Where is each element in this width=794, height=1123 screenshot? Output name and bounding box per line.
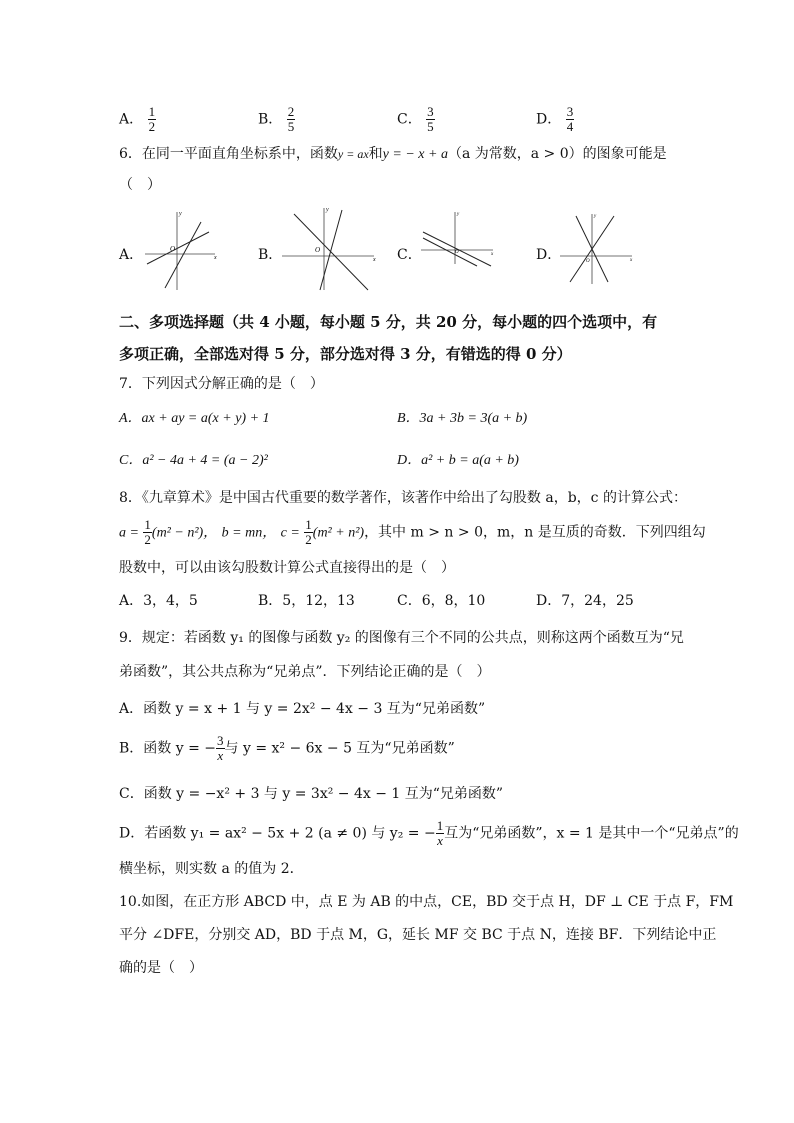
q9-option-c[interactable]: C．函数 y = −x² + 3 与 y = 3x² − 4x − 1 互为“兄弟函数” [119, 786, 504, 802]
x-label: x [491, 252, 494, 257]
q8-option-a[interactable]: A．3，4，5 [119, 593, 198, 609]
q6-answer-paren: （ ） [119, 177, 161, 193]
q6-stem: 6．在同一平面直角坐标系中，函数y = ax和y = − x + a（a 为常数，a > 0）的图象可能是 [119, 146, 667, 162]
q5-option-a[interactable]: A． $\frac{1}{2}$ [119, 104, 156, 134]
q9-option-b[interactable]: B．函数 y = − $\frac{3}{x}$ 与 y = x² − 6x − 5 互为“兄弟函数” [119, 733, 455, 763]
section-2-heading-line1: 二、多项选择题（共 4 小题，每小题 5 分，共 20 分，每小题的四个选项中，有 [119, 313, 658, 331]
q6-graph-c[interactable] [419, 208, 495, 268]
q8-line1: 8．《九章算术》是中国古代重要的数学著作，该著作中给出了勾股数 a，b，c 的计算公式： [119, 490, 687, 506]
y-label: y [326, 207, 329, 213]
q5-option-d-fraction: $\frac{3}{4}$ [566, 104, 574, 134]
q7-option-a[interactable]: A．ax + ay = a(x + y) + 1 [119, 411, 270, 426]
q7-option-b[interactable]: B．3a + 3b = 3(a + b) [397, 411, 528, 426]
line-ax [165, 222, 201, 288]
origin-label: O [315, 246, 321, 254]
q6-graph-a[interactable] [143, 206, 219, 292]
y-label: y [594, 214, 597, 219]
x-label: x [630, 258, 633, 263]
q9-b-fraction: $\frac{3}{x}$ [217, 733, 224, 763]
q7-stem: 7．下列因式分解正确的是（ ） [119, 376, 324, 392]
q9-option-d[interactable]: D．若函数 y₁ = ax² − 5x + 2 (a ≠ 0) 与 y₂ = − $\frac{1}{x}$ 互为“兄弟函数”，x = 1 是其中一个“兄弟点”的 [119, 818, 739, 848]
line-neg-x-plus-a [423, 238, 477, 266]
q6-graph-d[interactable] [558, 210, 634, 286]
q5-option-b[interactable]: B． $\frac{2}{5}$ [258, 104, 295, 134]
line-neg-x-plus-a [294, 214, 368, 290]
origin-label: O [586, 259, 590, 264]
q7-option-c[interactable]: C．a² − 4a + 4 = (a − 2)² [119, 453, 268, 468]
q8-option-b[interactable]: B．5，12，13 [258, 593, 355, 609]
q7-option-d[interactable]: D．a² + b = a(a + b) [397, 453, 519, 468]
q9-d-fraction: $\frac{1}{x}$ [436, 818, 444, 848]
q8-half-fraction-c: $\frac{1}{2}$ [305, 517, 312, 547]
line-neg-x-plus-a [147, 232, 209, 264]
q6-option-b-label[interactable]: B． [258, 247, 283, 263]
q6-graph-b[interactable] [280, 204, 378, 292]
q5-option-d[interactable]: D． $\frac{3}{4}$ [536, 104, 574, 134]
q6-option-a-label[interactable]: A． [119, 247, 144, 263]
q9-option-d-line2: 横坐标，则实数 a 的值为 2． [119, 861, 304, 877]
q6-option-d-label[interactable]: D． [536, 247, 562, 263]
q10-line3: 确的是（ ） [119, 960, 203, 976]
q9-line2: 弟函数”，其公共点称为“兄弟点”．下列结论正确的是（ ） [119, 664, 491, 680]
q8-line2: a = $\frac{1}{2}$ (m² − n²)， b = mn， c = $\frac{1}{2}$ (m² + n²)，其中 m > n > 0，m，n 是互质的奇数．下列四组勾 [119, 517, 706, 547]
line-ax [423, 232, 491, 266]
q9-line1: 9．规定：若函数 y₁ 的图像与函数 y₂ 的图像有三个不同的公共点，则称这两个函数互为“兄 [119, 630, 684, 646]
origin-label: O [455, 250, 459, 255]
x-label: x [373, 257, 376, 263]
q5-option-b-fraction: $\frac{2}{5}$ [287, 104, 295, 134]
x-label: x [214, 255, 217, 261]
y-label: y [179, 211, 182, 217]
q8-option-d[interactable]: D．7，24，25 [536, 593, 634, 609]
q10-line2: 平分 ∠DFE，分别交 AD，BD 于点 M，G，延长 MF 交 BC 于点 N，连接 BF．下列结论中正 [119, 927, 717, 943]
q9-option-a[interactable]: A．函数 y = x + 1 与 y = 2x² − 4x − 3 互为“兄弟函数” [119, 701, 486, 717]
q8-line3: 股数中，可以由该勾股数计算公式直接得出的是（ ） [119, 560, 455, 576]
section-2-heading-line2: 多项正确，全部选对得 5 分，部分选对得 3 分，有错选的得 0 分） [119, 345, 572, 363]
q8-half-fraction-a: $\frac{1}{2}$ [144, 517, 151, 547]
q5-option-a-fraction: $\frac{1}{2}$ [148, 104, 156, 134]
line-ax [320, 210, 342, 290]
y-label: y [457, 212, 460, 217]
q10-line1: 10.如图，在正方形 ABCD 中，点 E 为 AB 的中点，CE，BD 交于点 H，DF ⊥ CE 于点 F，FM [119, 894, 734, 910]
q6-option-c-label[interactable]: C． [397, 247, 422, 263]
q8-option-c[interactable]: C．6，8，10 [397, 593, 486, 609]
q5-option-c[interactable]: C． $\frac{3}{5}$ [397, 104, 434, 134]
origin-label: O [170, 245, 176, 253]
q5-option-c-fraction: $\frac{3}{5}$ [427, 104, 434, 134]
